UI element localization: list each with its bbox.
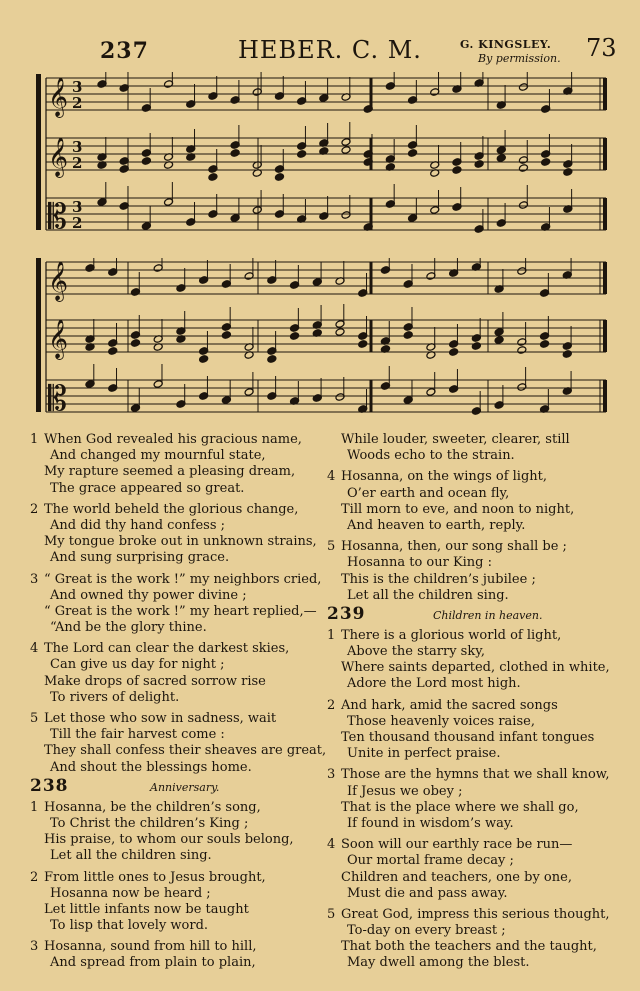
note-head [267, 355, 277, 364]
note-head [230, 149, 240, 158]
verse-line [327, 746, 617, 762]
verse-text: Adore the Lord most high. [347, 676, 521, 692]
verse-line [327, 539, 617, 555]
hymn-number: 239 [327, 603, 366, 624]
verse-text: O’er earth and ocean fly, [347, 485, 510, 501]
composer-credit: G. KINGSLEY. [460, 38, 552, 51]
verse-text: And sung surprising grace. [50, 550, 230, 566]
c-clef: 𝄡 [48, 197, 67, 237]
verse-number: 1 [327, 627, 336, 643]
text-column-left [30, 432, 326, 972]
tune-title: HEBER. C. M. [238, 36, 422, 64]
note-head [297, 150, 307, 159]
verse-text: Woods echo to the strain. [347, 448, 515, 464]
verse-number: 1 [30, 432, 39, 447]
final-bar-thick [603, 320, 607, 352]
verse-text: Let those who sow in sadness, wait [44, 711, 277, 726]
verse-text: To lisp that lovely word. [50, 918, 209, 934]
verse-text: Hosanna, sound from hill to hill, [44, 939, 257, 955]
verse-line [30, 502, 326, 518]
verse-text: Hosanna now be heard ; [50, 885, 211, 901]
verse-number: 2 [30, 501, 39, 517]
verse-text: Let little infants now be taught [44, 901, 249, 917]
verse-line [327, 432, 617, 448]
verse-line [30, 800, 326, 816]
verse-text: And shout the blessings home. [50, 759, 252, 775]
text-column-right [327, 432, 617, 972]
verse-line [30, 939, 326, 955]
g-clef: 𝄞 [48, 137, 69, 177]
note-head [518, 164, 528, 173]
verse-text: That both the teachers and the taught, [341, 939, 597, 955]
time-signature: 3 [72, 138, 83, 156]
verse-line [327, 502, 617, 518]
verse-line [327, 572, 617, 588]
verse-line [30, 657, 326, 673]
verse-number: 5 [30, 711, 39, 726]
page-number: 73 [586, 34, 617, 62]
verse-text: “And be the glory thine. [50, 620, 207, 636]
verse-line [30, 870, 326, 886]
verse-number: 3 [30, 571, 39, 587]
hymn-number-237: 237 [100, 38, 149, 64]
verse-number: 4 [327, 837, 336, 853]
verse-line [327, 923, 617, 939]
page-header [0, 34, 640, 68]
verse-text: My rapture seemed a pleasing dream, [44, 464, 296, 480]
verse-line [327, 644, 617, 660]
verse-line [30, 727, 326, 743]
hymn-heading [30, 775, 326, 798]
permission-note: By permission. [478, 52, 561, 65]
verse-line [30, 604, 326, 620]
time-signature: 3 [72, 78, 83, 96]
note-head [335, 328, 345, 337]
verse-text: The grace appeared so great. [50, 480, 245, 496]
verse-line [327, 486, 617, 502]
verse-line [30, 641, 326, 657]
note-head [474, 160, 484, 169]
verse-text: The world beheld the glorious change, [44, 501, 299, 517]
verse-line [327, 767, 617, 783]
verse-text: To Christ the children’s King ; [50, 815, 249, 831]
hymn-heading [327, 603, 617, 626]
verse-number: 1 [30, 799, 39, 815]
hymn-subtitle: Children in heaven. [433, 608, 543, 622]
verse-line [30, 760, 326, 776]
verse-text: That is the place where we shall go, [341, 799, 579, 815]
verse-line [327, 907, 617, 923]
verse-line [30, 572, 326, 588]
verse-text: Those heavenly voices raise, [347, 713, 535, 729]
verse-text: This is the children’s jubilee ; [341, 571, 536, 587]
verse-text: Hosanna, on the wings of light, [341, 469, 548, 485]
verse-line [30, 534, 326, 550]
verse-line [30, 711, 326, 727]
verse-line [327, 837, 617, 853]
verse-text: To rivers of delight. [50, 689, 180, 705]
note-head [452, 166, 462, 175]
verse-line [327, 588, 617, 604]
verse-line [30, 816, 326, 832]
verse-line [30, 481, 326, 497]
note-head [449, 348, 459, 357]
music-system-2 [34, 258, 614, 430]
note-head [494, 336, 504, 345]
note-head [290, 332, 300, 341]
note-head [341, 146, 351, 155]
note-head [562, 350, 572, 359]
system-bracket [36, 74, 41, 230]
verse-line [30, 886, 326, 902]
verse-line [327, 800, 617, 816]
hymn-subtitle: Anniversary. [150, 780, 220, 794]
note-head [563, 168, 573, 177]
verse-text: Ten thousand thousand infant tongues [341, 730, 595, 745]
verse-text: To-day on every breast ; [347, 923, 506, 939]
verse-text: Let all the children sing. [347, 587, 509, 603]
verse-text: And changed my mournful state, [50, 448, 266, 464]
verse-text: “ Great is the work !” my heart replied,— [44, 603, 317, 619]
note-head [358, 340, 368, 349]
c-clef: 𝄡 [48, 379, 67, 419]
verse-line [327, 886, 617, 902]
score-system-1 [34, 72, 614, 248]
verse-text: Make drops of sacred sorrow rise [44, 673, 266, 689]
verse-text: Can give us day for night ; [50, 657, 225, 673]
verse-line [327, 784, 617, 800]
note-head [208, 173, 218, 182]
music-system-1 [34, 72, 614, 248]
verse-text: Hosanna to our King : [347, 555, 493, 571]
verse-text: Where saints departed, clothed in white, [341, 660, 610, 676]
note-head [517, 346, 527, 355]
verse-text: Unite in perfect praise. [347, 746, 501, 762]
g-clef: 𝄞 [48, 77, 69, 117]
final-bar-thick [603, 198, 607, 230]
g-clef: 𝄞 [48, 319, 69, 359]
verse-line [327, 853, 617, 869]
verse-line [30, 690, 326, 706]
verse-text: They shall confess their sheaves are great, [44, 743, 327, 759]
score-system-2 [34, 258, 614, 430]
verse-line [30, 518, 326, 534]
verse-number: 3 [327, 767, 336, 783]
note-head [403, 331, 413, 340]
verse-line [30, 848, 326, 864]
verse-line [30, 832, 326, 848]
hymn-number: 238 [30, 775, 69, 796]
final-bar-thick [603, 78, 607, 110]
verse-line [327, 870, 617, 886]
verse-line [327, 676, 617, 692]
verse-line [30, 588, 326, 604]
verse-text: And spread from plain to plain, [50, 955, 256, 971]
verse-line [327, 628, 617, 644]
verse-text: When God revealed his gracious name, [44, 432, 302, 447]
verse-text: Till morn to eve, and noon to night, [341, 501, 575, 517]
verse-number: 2 [327, 697, 336, 713]
verse-text: If found in wisdom’s way. [347, 815, 514, 831]
verse-number: 5 [327, 906, 336, 922]
time-signature: 3 [72, 198, 83, 216]
verse-text: Those are the hymns that we shall know, [341, 767, 610, 783]
verse-line [30, 955, 326, 971]
verse-number: 4 [327, 469, 336, 485]
verse-line [327, 698, 617, 714]
verse-text: And hark, amid the sacred songs [341, 697, 558, 713]
verse-line [327, 660, 617, 676]
verse-text: Hosanna, then, our song shall be ; [341, 539, 567, 555]
note-head [119, 165, 129, 174]
note-head [199, 355, 209, 364]
verse-text: “ Great is the work !” my neighbors cried, [44, 571, 322, 587]
note-head [108, 347, 118, 356]
verse-line [327, 469, 617, 485]
verse-text: May dwell among the blest. [347, 955, 530, 971]
time-signature: 2 [72, 154, 83, 172]
g-clef: 𝄞 [48, 261, 69, 301]
note-head [496, 154, 506, 163]
verse-text: From little ones to Jesus brought, [44, 869, 266, 885]
time-signature: 2 [72, 94, 83, 112]
final-bar-thick [603, 380, 607, 412]
verse-line [30, 448, 326, 464]
verse-text: And did thy hand confess ; [50, 517, 226, 533]
note-head [221, 331, 231, 340]
verse-line [30, 743, 326, 759]
verse-line [327, 555, 617, 571]
note-head [540, 340, 550, 349]
verse-number: 2 [30, 869, 39, 885]
verse-line [30, 550, 326, 566]
verse-text: If Jesus we obey ; [347, 783, 463, 799]
note-head [274, 173, 284, 182]
verse-text: Above the starry sky, [347, 644, 485, 660]
note-head [471, 342, 481, 351]
verse-text: Our mortal frame decay ; [347, 853, 514, 869]
verse-text: Hosanna, be the children’s song, [44, 799, 261, 815]
verse-text: Children and teachers, one by one, [341, 869, 572, 885]
final-bar-thick [603, 138, 607, 170]
note-head [141, 157, 151, 166]
verse-text: The Lord can clear the darkest skies, [44, 641, 290, 657]
system-bracket [36, 258, 41, 412]
verse-text: While louder, sweeter, clearer, still [341, 432, 570, 447]
verse-text: His praise, to whom our souls belong, [44, 832, 294, 848]
note-head [541, 158, 551, 167]
verse-number: 3 [30, 939, 39, 955]
verse-line [30, 432, 326, 448]
verse-line [327, 955, 617, 971]
verse-text: My tongue broke out in unknown strains, [44, 534, 317, 550]
verse-line [327, 730, 617, 746]
note-head [130, 339, 140, 348]
verse-text: Great God, impress this serious thought, [341, 906, 610, 922]
verse-line [30, 918, 326, 934]
verse-line [30, 464, 326, 480]
verse-line [327, 448, 617, 464]
verse-line [327, 939, 617, 955]
verse-text: Till the fair harvest come : [50, 727, 225, 743]
verse-number: 5 [327, 539, 336, 555]
verse-line [327, 714, 617, 730]
verse-number: 4 [30, 641, 39, 657]
verse-text: Must die and pass away. [347, 885, 508, 901]
verse-line [327, 816, 617, 832]
verse-text: Soon will our earthly race be run— [341, 837, 573, 853]
verse-text: And owned thy power divine ; [50, 587, 247, 603]
note-head [408, 149, 418, 158]
verse-line [30, 620, 326, 636]
verse-line [327, 518, 617, 534]
verse-text: There is a glorious world of light, [341, 627, 562, 643]
verse-text: And heaven to earth, reply. [347, 517, 526, 533]
final-bar-thick [603, 262, 607, 294]
verse-text: Let all the children sing. [50, 848, 212, 864]
verse-line [30, 902, 326, 918]
time-signature: 2 [72, 214, 83, 232]
verse-line [30, 674, 326, 690]
